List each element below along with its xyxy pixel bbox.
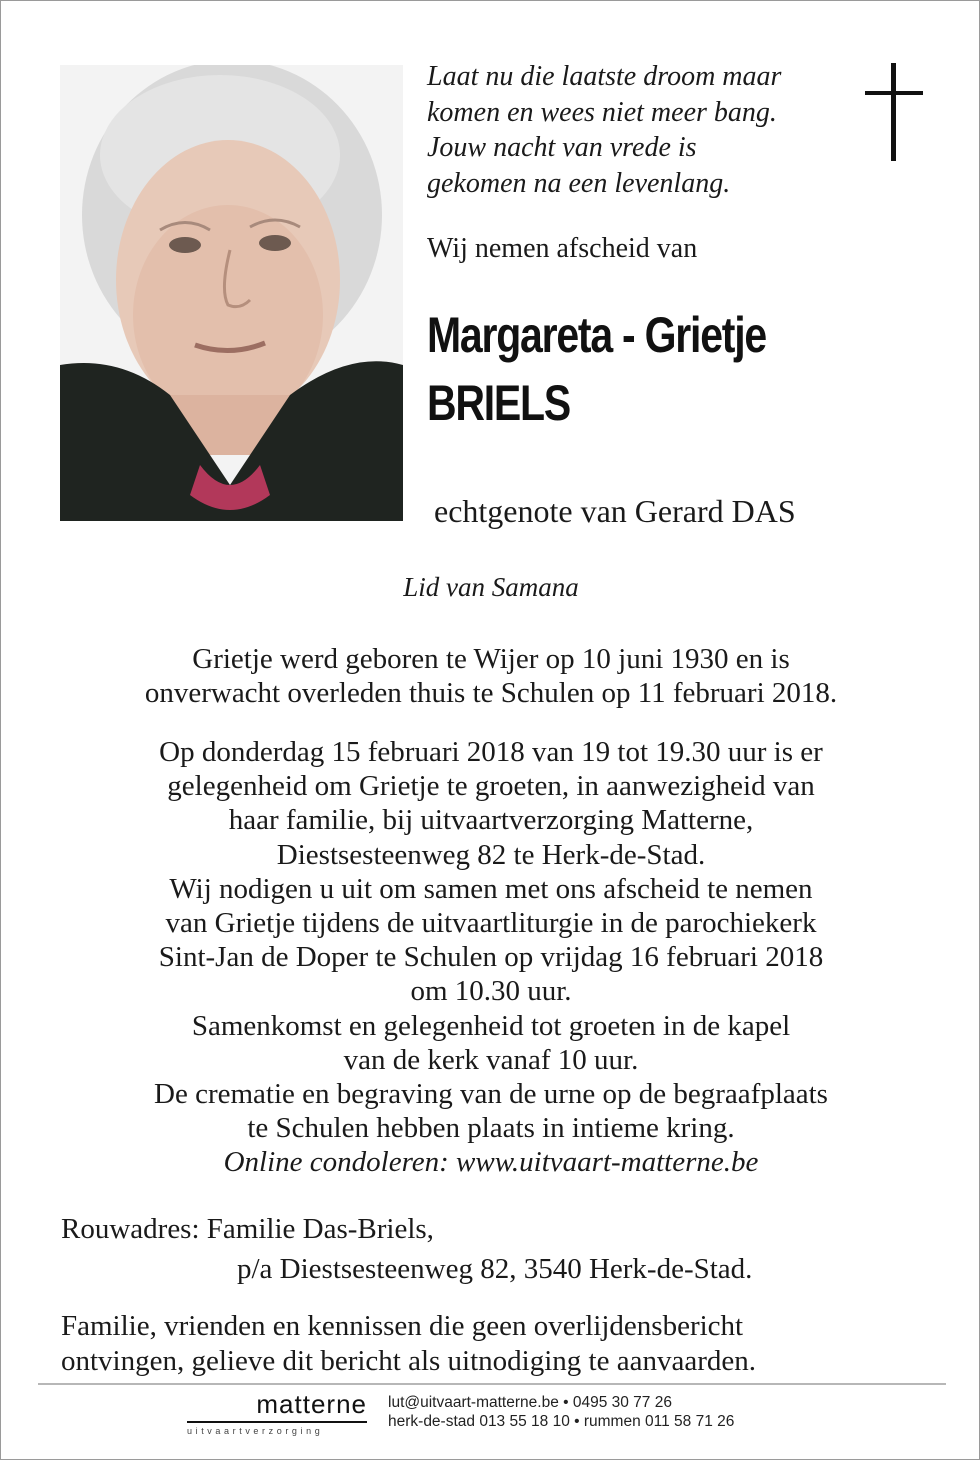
text-line: ontvingen, gelieve dit bericht als uitnodiging te aanvaarden. [61, 1345, 756, 1377]
text-line: haar familie, bij uitvaartverzorging Matterne, [228, 804, 754, 837]
poem-line: Laat nu die laatste droom maar [427, 61, 782, 92]
online-condolence-link[interactable]: Online condoleren: www.uitvaart-matterne.be [223, 1146, 759, 1179]
footer-divider [38, 1383, 946, 1385]
contact-line[interactable]: lut@uitvaart-matterne.be • 0495 30 77 26 [388, 1394, 672, 1411]
text-line: Op donderdag 15 februari 2018 van 19 tot 19.30 uur is er [159, 736, 823, 768]
mourning-address [61, 1209, 752, 1289]
funeral-home-logo [187, 1389, 367, 1436]
logo-name: matterne [256, 1389, 367, 1419]
text-line: Familie, vrienden en kennissen die geen overlijdensbericht [61, 1310, 744, 1342]
text-line: Samenkomst en gelegenheid tot groeten in de kapel [191, 1009, 791, 1042]
poem [427, 59, 857, 201]
closing-paragraph [61, 1309, 756, 1379]
surname: BRIELS [427, 375, 570, 431]
deceased-name [427, 301, 766, 437]
text-line: te Schulen hebben plaats in intieme kring. [247, 1112, 735, 1145]
text-line: Grietje werd geboren te Wijer op 10 juni 1930 en is [192, 643, 790, 675]
address-line: p/a Diestsesteenweg 82, 3540 Herk-de-Stad. [237, 1253, 753, 1285]
cross-icon [865, 63, 923, 161]
portrait-photo [60, 65, 403, 521]
contact-line: herk-de-stad 013 55 18 10 • rummen 011 58 71 26 [388, 1413, 735, 1430]
poem-line: gekomen na een levenlang. [427, 167, 731, 199]
text-line: gelegenheid om Grietje te groeten, in aanwezigheid van [167, 770, 815, 803]
funeral-details-paragraph [1, 735, 980, 1180]
text-line: van Grietje tijdens de uitvaartliturgie in de parochiekerk [165, 907, 817, 940]
poem-line: komen en wees niet meer bang. [427, 96, 777, 128]
address-line: Rouwadres: Familie Das-Briels, [61, 1213, 434, 1245]
birth-death-paragraph [1, 642, 980, 710]
text-line: Diestsesteenweg 82 te Herk-de-Stad. [276, 838, 706, 871]
intro-text: Wij nemen afscheid van [427, 233, 698, 264]
logo-subtitle: uitvaartverzorging [187, 1426, 324, 1436]
logo-underline [187, 1421, 367, 1423]
text-line: van de kerk vanaf 10 uur. [343, 1043, 639, 1076]
poem-line: Jouw nacht van vrede is [427, 132, 697, 163]
text-line: onverwacht overleden thuis te Schulen op 11 februari 2018. [144, 677, 838, 710]
text-line: om 10.30 uur. [410, 975, 572, 1008]
text-line: De crematie en begraving van de urne op de begraafplaats [154, 1078, 828, 1111]
text-line: Wij nodigen u uit om samen met ons afscheid te nemen [169, 872, 813, 905]
spouse-line: echtgenote van Gerard DAS [434, 493, 796, 529]
text-line: Sint-Jan de Doper te Schulen op vrijdag 16 februari 2018 [158, 941, 824, 974]
contact-info [388, 1393, 734, 1431]
membership-line: Lid van Samana [403, 572, 579, 602]
first-names: Margareta - Grietje [427, 307, 766, 363]
